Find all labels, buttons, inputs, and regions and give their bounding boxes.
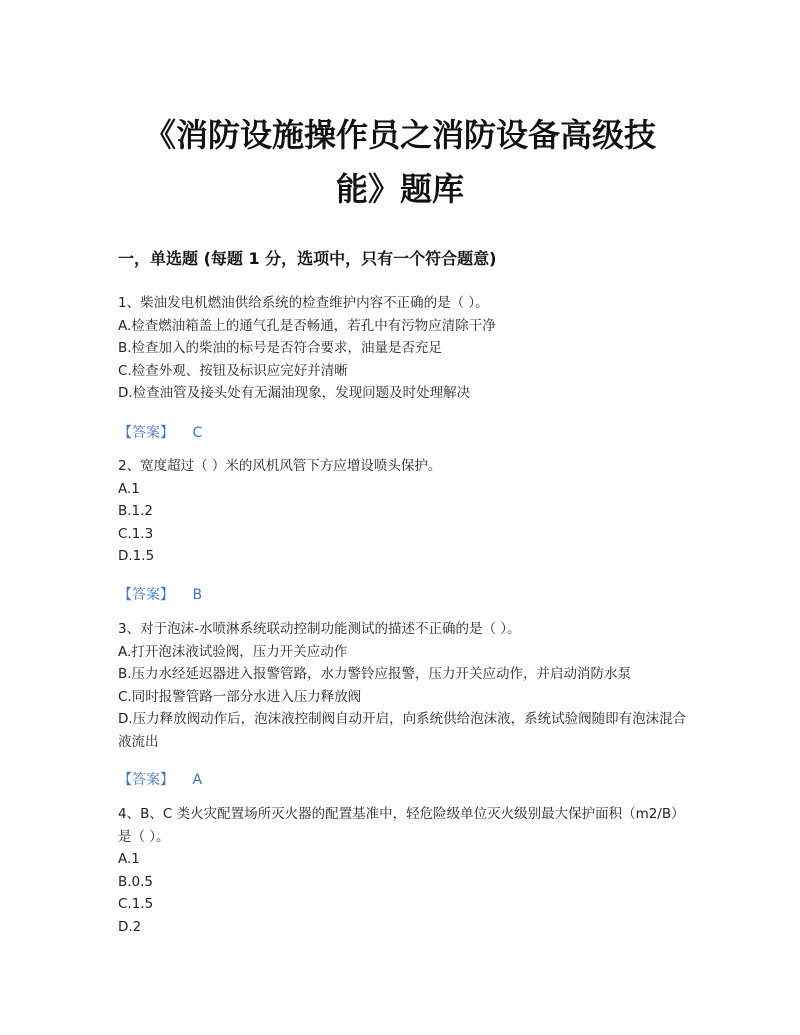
option-a: A.打开泡沫液试验阀，压力开关应动作	[118, 643, 348, 660]
question-stem: 1、柴油发电机燃油供给系统的检查维护内容不正确的是（ ）。	[118, 295, 489, 311]
answer-label: 【答案】	[118, 425, 174, 441]
option-b: B.0.5	[118, 873, 154, 890]
option-c: C.同时报警管路一部分水进入压力释放阀	[118, 688, 362, 705]
section-heading: 一，单选题 (每题 1 分，选项中，只有一个符合题意)	[118, 249, 497, 268]
option-d: D.压力释放阀动作后，泡沫液控制阀自动开启，向系统供给泡沫液，系统试验阀随即有泡沫混合液流出	[118, 711, 687, 750]
option-a: A.检查燃油箱盖上的通气孔是否畅通，若孔中有污物应清除干净	[118, 317, 496, 334]
question-1	[118, 292, 688, 405]
answer-value: A	[192, 772, 203, 788]
question-stem: 4、B、C 类火灾配置场所灭火器的配置基准中，轻危险级单位灭火级别最大保护面积（m2/B）是（ ）。	[118, 806, 685, 845]
option-d: D.2	[118, 918, 142, 935]
question-3	[118, 618, 688, 753]
option-c: C.1.5	[118, 896, 154, 912]
option-c: C.1.3	[118, 525, 154, 542]
answer-3	[118, 769, 202, 789]
option-d: D.检查油管及接头处有无漏油现象，发现问题及时处理解决	[118, 385, 471, 401]
question-stem: 3、对于泡沫-水喷淋系统联动控制功能测试的描述不正确的是（ ）。	[118, 621, 521, 637]
answer-label: 【答案】	[118, 587, 174, 603]
page-title: 《消防设施操作员之消防设备高级技能》题库	[143, 116, 656, 208]
option-b: B.1.2	[118, 503, 154, 519]
answer-label: 【答案】	[118, 772, 174, 788]
answer-2	[118, 584, 202, 604]
answer-value: C	[192, 425, 203, 441]
option-a: A.1	[118, 480, 140, 497]
question-2	[118, 455, 688, 568]
answer-1	[118, 422, 202, 442]
option-c: C.检查外观、按钮及标识应完好并清晰	[118, 362, 348, 379]
answer-value: B	[192, 587, 203, 603]
question-stem: 2、宽度超过（ ）米的风机风管下方应增设喷头保护。	[118, 458, 442, 474]
option-b: B.压力水经延迟器进入报警管路，水力警铃应报警，压力开关应动作，并启动消防水泵	[118, 666, 632, 682]
option-b: B.检查加入的柴油的标号是否符合要求，油量是否充足	[118, 340, 443, 356]
option-d: D.1.5	[118, 548, 155, 564]
option-a: A.1	[118, 851, 140, 867]
question-4	[118, 803, 688, 938]
